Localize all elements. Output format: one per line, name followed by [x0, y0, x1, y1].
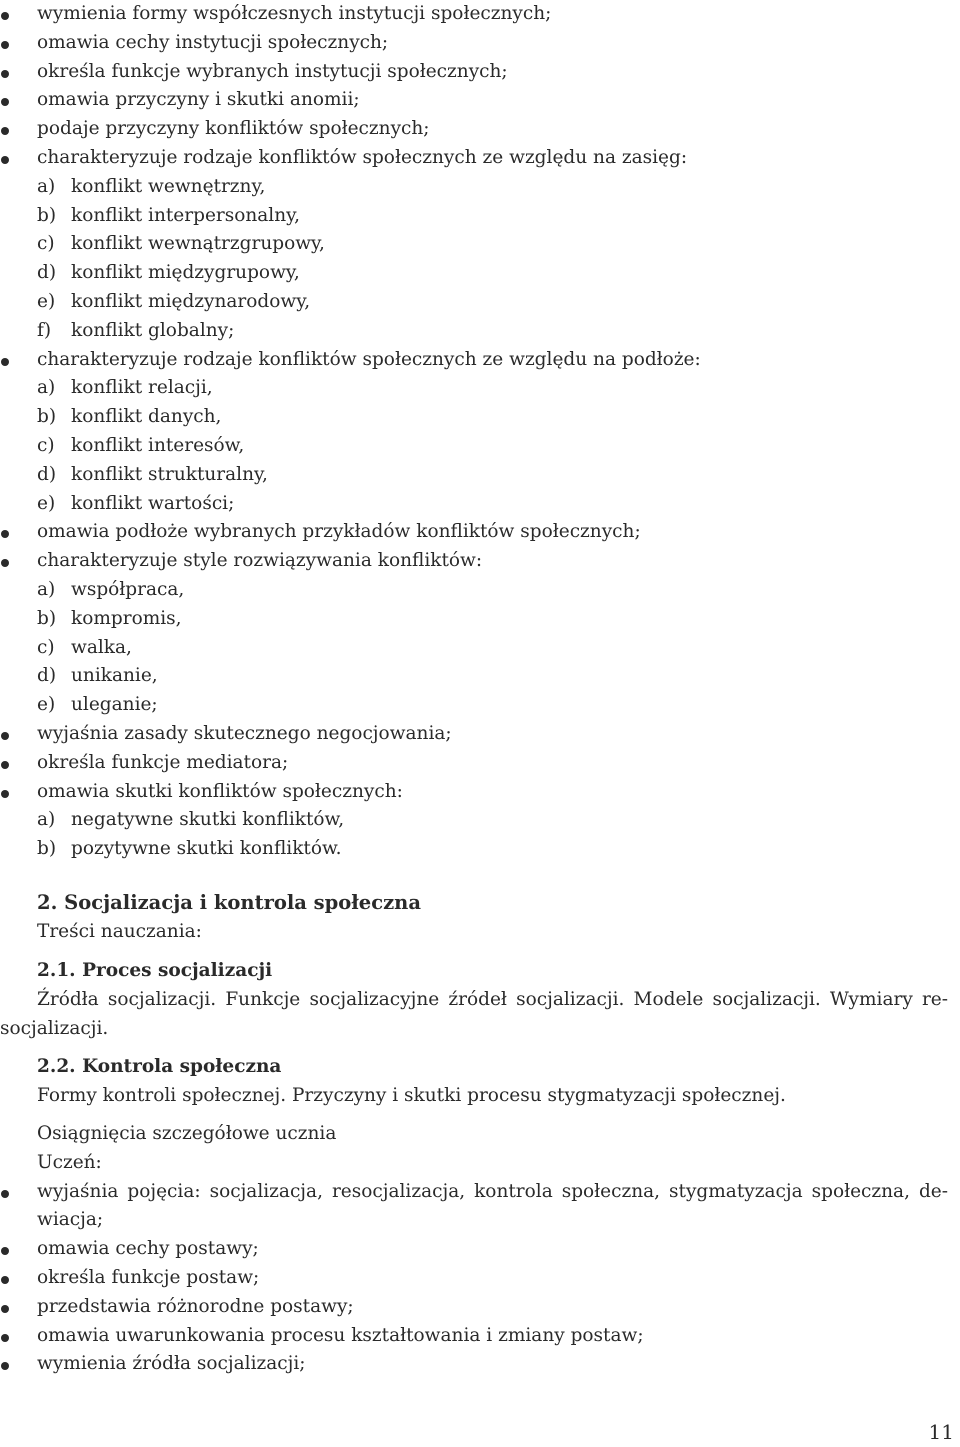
- sub-list-item: b) kompromis,: [37, 607, 182, 629]
- sub-list-item: e) konflikt wartości;: [37, 492, 235, 514]
- bullet-icon: [1, 98, 9, 106]
- list-item: wyjaśnia pojęcia: socjalizacja, resocjalizacja, kontrola społeczna, stygmatyzacja społeczna, de-: [0, 1178, 948, 1207]
- list-item: określa funkcje mediatora;: [0, 749, 948, 778]
- sub-list-item: e) uleganie;: [37, 694, 158, 716]
- paragraph-line: Źródła socjalizacji. Funkcje socjalizacyjne źródeł socjalizacji. Modele socjalizacji. Wymiary re-: [37, 988, 948, 1010]
- sub-list-item: e) konflikt międzynarodowy,: [37, 290, 311, 312]
- list-item: określa funkcje wybranych instytucji społecznych;: [0, 58, 948, 87]
- list-item: charakteryzuje rodzaje konfliktów społecznych ze względu na podłoże:: [0, 346, 948, 375]
- bullet-icon: [1, 761, 9, 769]
- section-title: 2. Socjalizacja i kontrola społeczna: [37, 891, 421, 914]
- list-item: wymienia źródła socjalizacji;: [0, 1350, 948, 1379]
- subsection-title: 2.2. Kontrola społeczna: [37, 1056, 282, 1077]
- bullet-icon: [1, 156, 9, 164]
- bullet-icon: [1, 41, 9, 49]
- paragraph-line: Formy kontroli społecznej. Przyczyny i skutki procesu stygmatyzacji społecznej.: [37, 1084, 786, 1106]
- list-item: omawia skutki konfliktów społecznych:: [0, 778, 948, 807]
- bullet-icon: [1, 12, 9, 20]
- list-item: określa funkcje postaw;: [0, 1264, 948, 1293]
- bullet-icon: [1, 1305, 9, 1313]
- sub-list-item: d) unikanie,: [37, 665, 158, 687]
- list-item: omawia przyczyny i skutki anomii;: [0, 86, 948, 115]
- achievements-heading: Osiągnięcia szczegółowe ucznia: [37, 1123, 337, 1144]
- sub-list-item: a) konflikt wewnętrzny,: [37, 175, 266, 197]
- sub-list-item: c) konflikt interesów,: [37, 434, 245, 456]
- bullet-icon: [1, 732, 9, 740]
- sub-list-item: f) konflikt globalny;: [37, 319, 235, 341]
- sub-list-item: b) pozytywne skutki konfliktów.: [37, 838, 342, 860]
- sub-list-item: a) negatywne skutki konfliktów,: [37, 809, 345, 831]
- bullet-icon: [1, 1362, 9, 1370]
- bullet-icon: [1, 559, 9, 567]
- paragraph-line: socjalizacji.: [0, 1017, 109, 1039]
- sub-list-item: b) konflikt interpersonalny,: [37, 204, 301, 226]
- bullet-icon: [1, 790, 9, 798]
- list-item: wyjaśnia zasady skutecznego negocjowania;: [0, 720, 948, 749]
- sub-list-item: b) konflikt danych,: [37, 406, 222, 428]
- list-item: omawia podłoże wybranych przykładów konfliktów społecznych;: [0, 518, 948, 547]
- list-item: omawia cechy postawy;: [0, 1235, 948, 1264]
- bullet-icon: [1, 127, 9, 135]
- section-2: [0, 889, 948, 947]
- subsection-2-2: [0, 1053, 948, 1111]
- list-item: omawia uwarunkowania procesu kształtowania i zmiany postaw;: [0, 1322, 948, 1351]
- list-item: charakteryzuje rodzaje konfliktów społecznych ze względu na zasięg:: [0, 144, 948, 173]
- sub-list-item: d) konflikt międzygrupowy,: [37, 262, 300, 284]
- bullet-icon: [1, 1334, 9, 1342]
- sub-list-item: d) konflikt strukturalny,: [37, 463, 268, 485]
- list-item: omawia cechy instytucji społecznych;: [0, 29, 948, 58]
- list-item: podaje przyczyny konfliktów społecznych;: [0, 115, 948, 144]
- bullet-icon: [1, 70, 9, 78]
- bullet-icon: [1, 530, 9, 538]
- bullet-icon: [1, 358, 9, 366]
- list-item: przedstawia różnorodne postawy;: [0, 1293, 948, 1322]
- list-item: charakteryzuje style rozwiązywania konfliktów:: [0, 547, 948, 576]
- bullet-icon: [1, 1247, 9, 1255]
- student-label: Uczeń:: [37, 1151, 102, 1173]
- subsection-2-1: [0, 957, 948, 1043]
- section-subtitle: Treści nauczania:: [37, 920, 202, 942]
- bullet-icon: [1, 1190, 9, 1198]
- list-item: wymienia formy współczesnych instytucji społecznych;: [0, 0, 948, 29]
- bullet-icon: [1, 1276, 9, 1284]
- sub-list-item: c) konflikt wewnątrzgrupowy,: [37, 233, 325, 255]
- sub-list-item: a) współpraca,: [37, 578, 185, 600]
- sub-list-item: a) konflikt relacji,: [37, 377, 213, 399]
- subsection-title: 2.1. Proces socjalizacji: [37, 960, 273, 981]
- list-item-continuation: wiacja;: [37, 1209, 104, 1231]
- page-number: 11: [928, 1420, 954, 1444]
- sub-list-item: c) walka,: [37, 636, 132, 658]
- achievements: [0, 1120, 948, 1379]
